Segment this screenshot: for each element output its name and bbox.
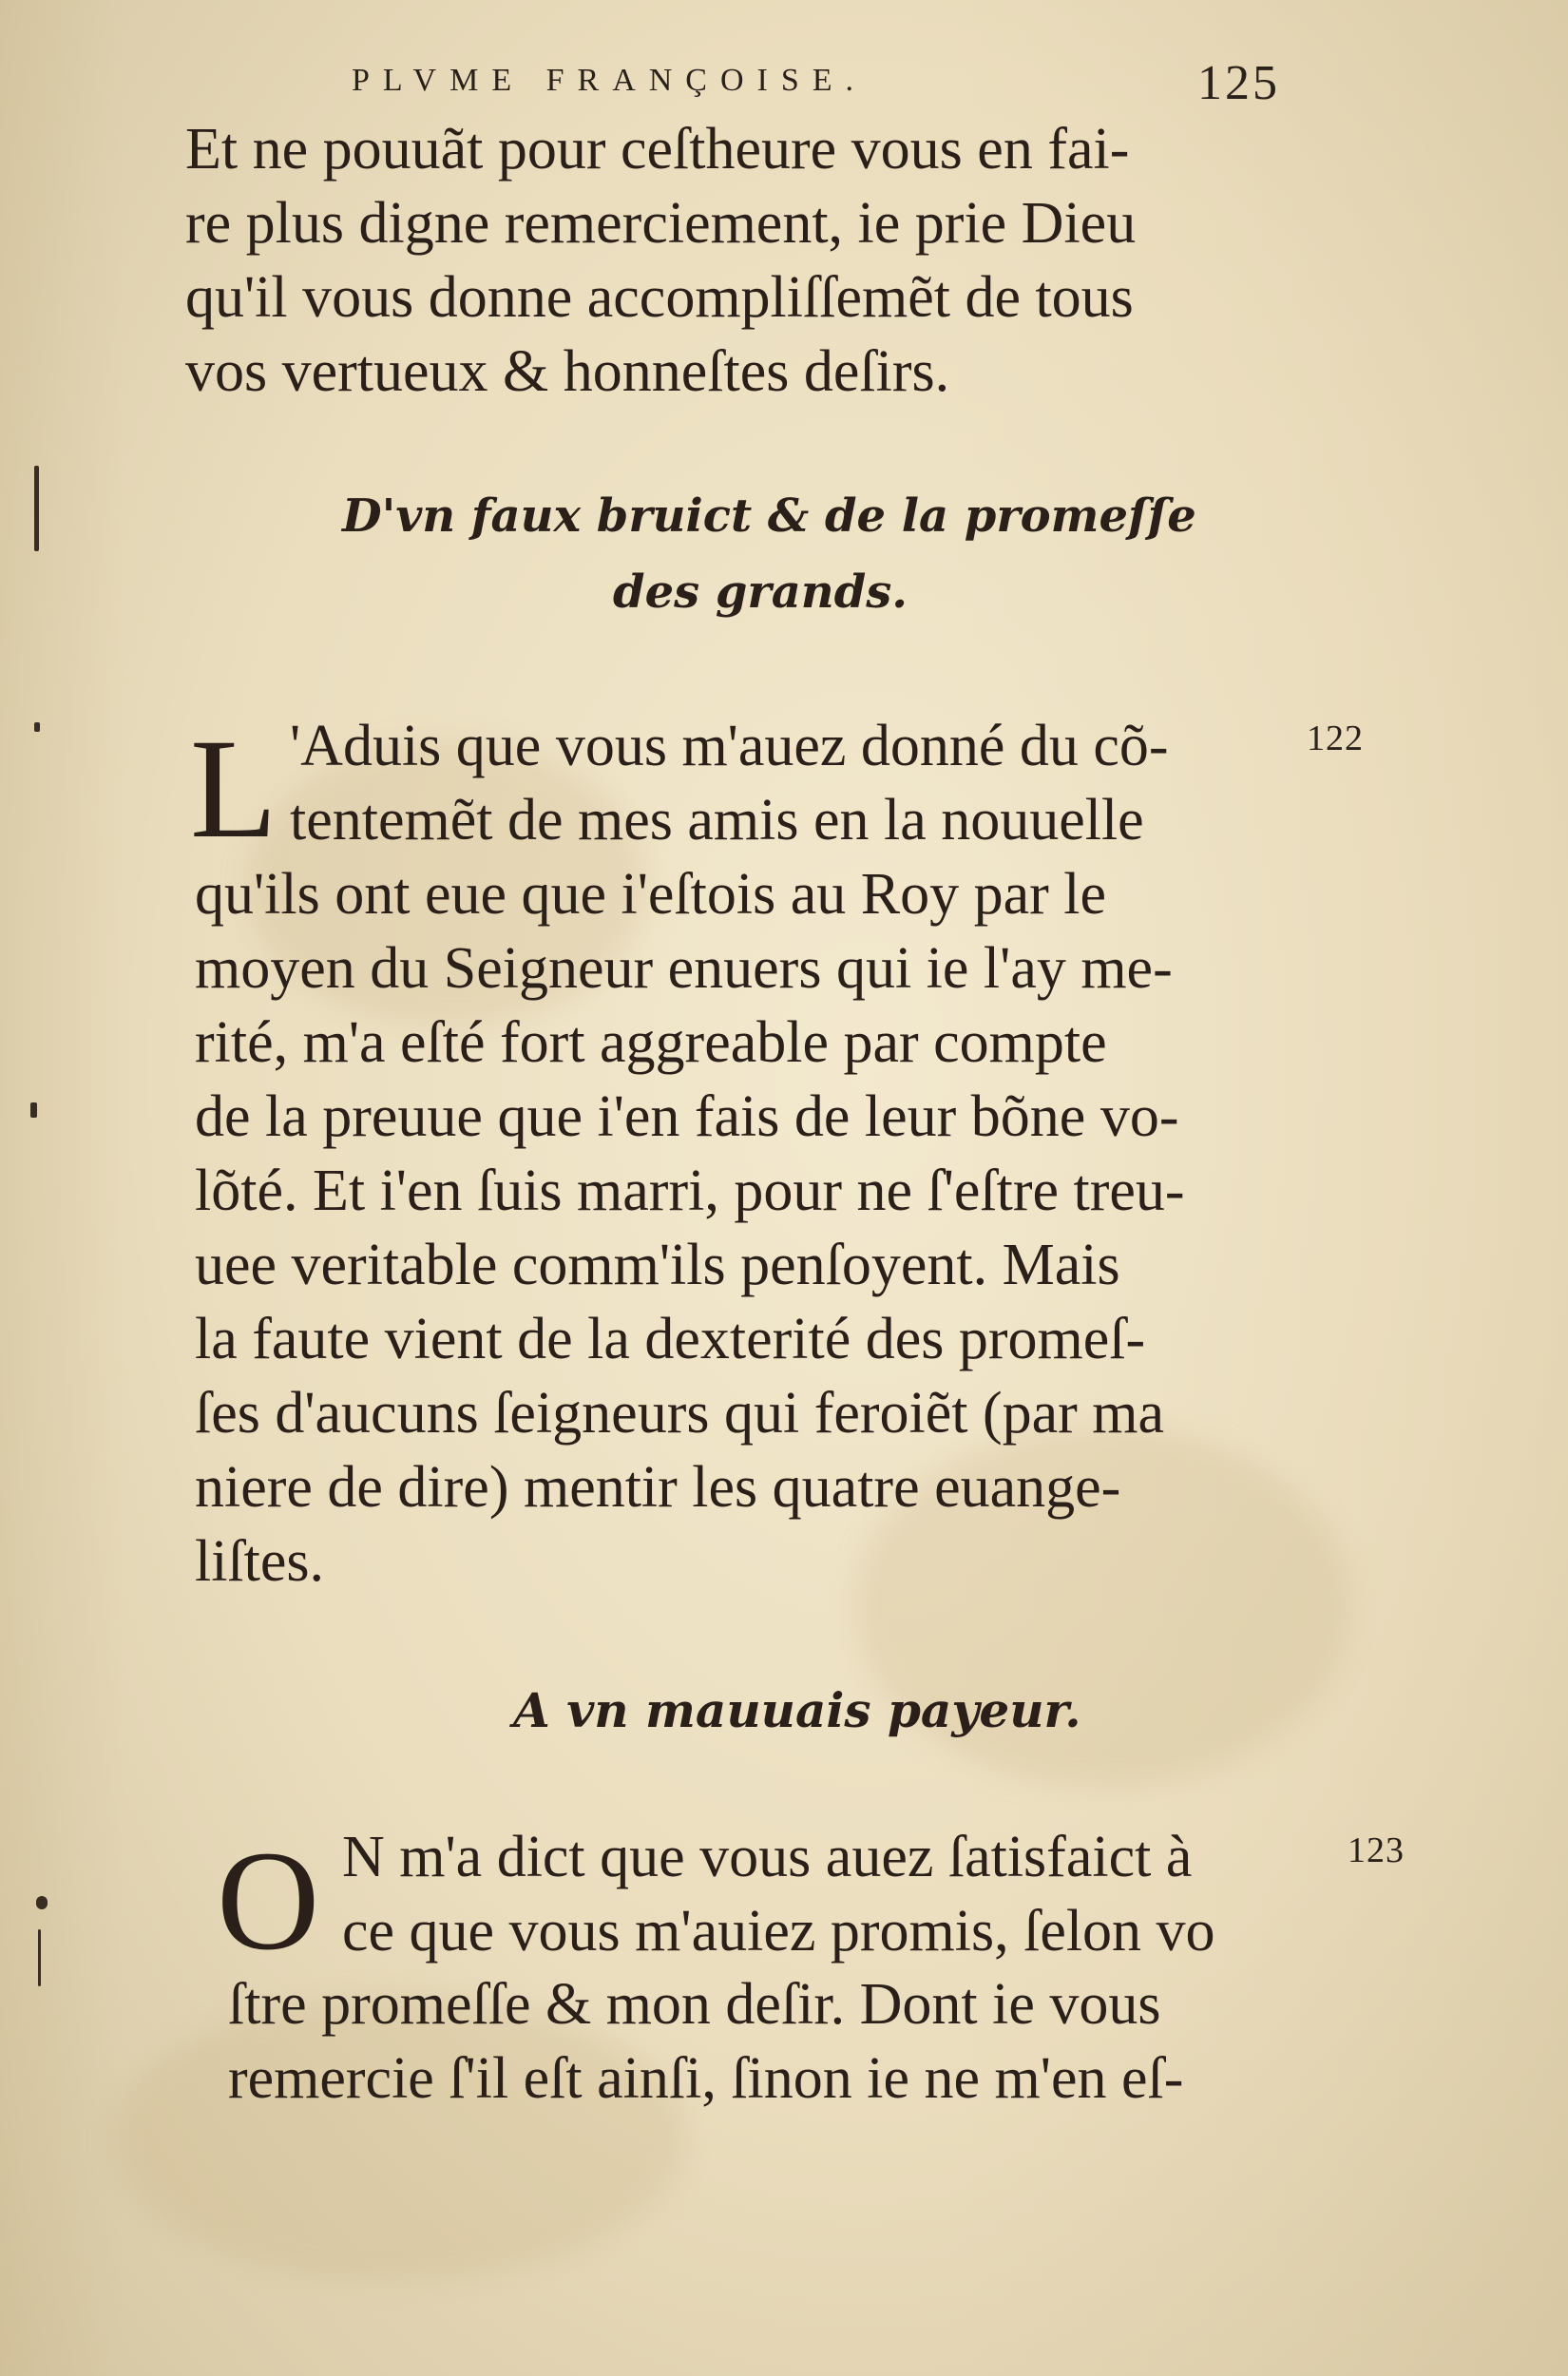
margin-mark [36, 1896, 48, 1909]
drop-cap: L [190, 710, 277, 868]
section-1-first-lines [290, 709, 1169, 857]
text-line: Et ne pouuãt pour ceſtheure vous en fai- [185, 117, 1130, 182]
running-head [352, 56, 1288, 110]
text-line: qu'il vous donne accompliſſemẽt de tous [185, 265, 1134, 330]
text-line: de la preuue que i'en fais de leur bõne vo- [195, 1084, 1179, 1149]
text-line: remercie ſ'il eſt ainſi, ſinon ie ne m'en eſ- [228, 2046, 1184, 2111]
margin-number: 122 [1307, 719, 1364, 758]
text-line: niere de dire) mentir les quatre euange- [195, 1455, 1121, 1520]
text-line: ſtre promeſſe & mon deſir. Dont ie vous [228, 1972, 1161, 2037]
margin-number: 123 [1348, 1830, 1405, 1870]
section-heading: A vn mauuais payeur. [513, 1682, 1081, 1738]
drop-cap: O [217, 1822, 320, 1980]
text-line: lõté. Et i'en ſuis marri, pour ne ſ'eſtre treu- [195, 1159, 1185, 1223]
section-heading-continued: des grands. [613, 565, 908, 619]
section-2-paragraph [228, 1967, 1183, 2116]
text-line: moyen du Seigneur enuers qui ie l'ay me- [195, 936, 1173, 1001]
text-line: tentemẽt de mes amis en la nouuelle [290, 788, 1144, 853]
text-line: re plus digne remerciement, ie prie Dieu [185, 191, 1137, 256]
text-line: ſes d'aucuns ſeigneurs qui feroiẽt (par ma [195, 1381, 1165, 1446]
opening-paragraph [185, 112, 1136, 409]
text-line: rité, m'a eſté fort aggreable par compte [195, 1010, 1107, 1075]
margin-mark [38, 1929, 41, 1986]
margin-mark [30, 1102, 37, 1118]
text-line: N m'a dict que vous auez ſatisfaict à [342, 1825, 1193, 1889]
section-2-first-lines [342, 1820, 1215, 1968]
section-heading: D'vn faux bruict & de la promeſſe [342, 489, 1196, 543]
running-title: PLVME FRANÇOISE. [352, 63, 868, 98]
text-line: 'Aduis que vous m'auez donné du cõ- [290, 714, 1169, 778]
text-line: ce que vous m'auiez promis, ſelon vo [342, 1899, 1215, 1964]
text-line: uee veritable comm'ils penſoyent. Mais [195, 1233, 1120, 1297]
section-1-paragraph [195, 857, 1185, 1599]
text-line: liſtes. [195, 1529, 325, 1594]
margin-mark [34, 722, 40, 732]
page-number: 125 [1197, 56, 1280, 110]
text-line: la faute vient de la dexterité des promeſ- [195, 1307, 1146, 1371]
text-line: qu'ils ont eue que i'eſtois au Roy par le [195, 862, 1107, 927]
text-line: vos vertueux & honneſtes deſirs. [185, 339, 950, 404]
margin-mark [34, 466, 39, 551]
